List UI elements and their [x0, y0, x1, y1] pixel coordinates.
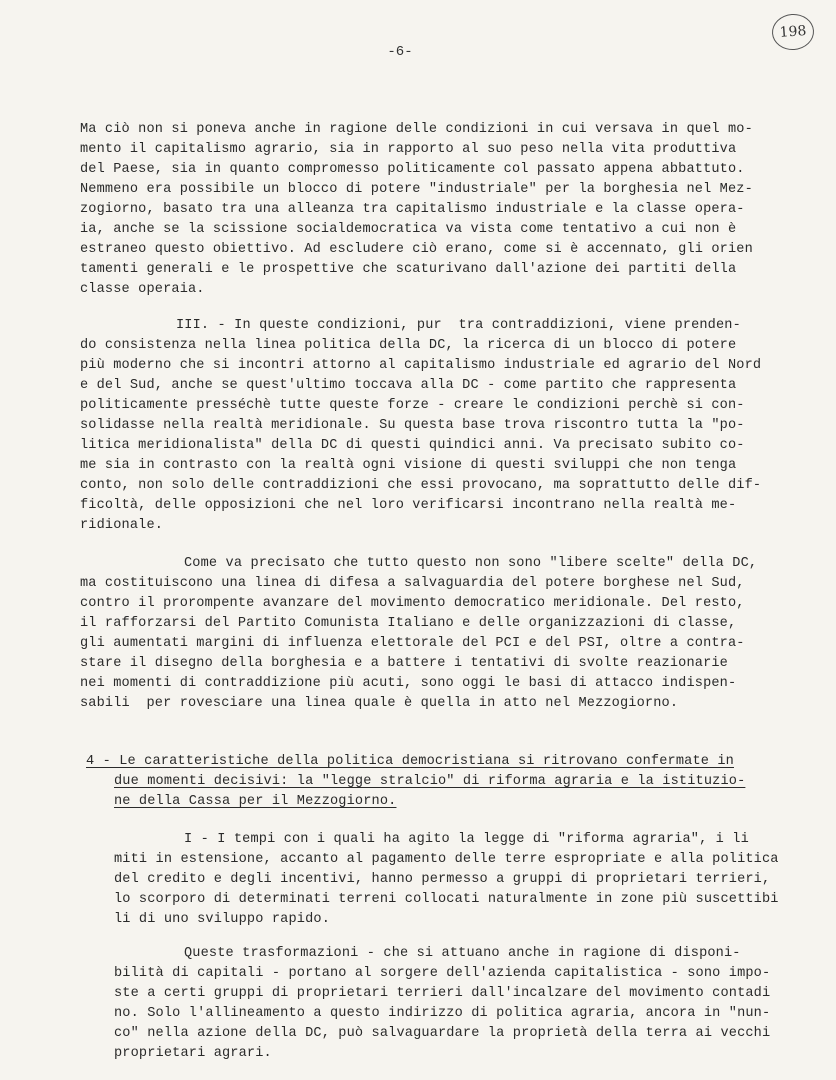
text-line: bilità di capitali - portano al sorgere dell'azienda capitalistica - sono impo-: [114, 966, 771, 981]
text-line: più moderno che si incontri attorno al capitalismo industriale ed agrario del Nord: [80, 358, 762, 373]
text-line: ma costituiscono una linea di difesa a salvaguardia del potere borghese nel Sud,: [80, 576, 745, 591]
text-line: Come va precisato che tutto questo non sono "libere scelte" della DC,: [184, 556, 758, 571]
text-line: del Paese, sia in quanto compromesso politicamente col passato appena abbattuto.: [80, 162, 745, 177]
text-line: Nemmeno era possibile un blocco di potere "industriale" per la borghesia nel Mez-: [80, 182, 753, 197]
text-line: ste a certi gruppi di proprietari terrieri dall'incalzare del movimento contadi: [114, 986, 771, 1001]
text-line: zogiorno, basato tra una alleanza tra capitalismo industriale e la classe opera-: [80, 202, 745, 217]
text-line: politicamente presséchè tutte queste forze - creare le condizioni perchè si con-: [80, 398, 745, 413]
text-line: li di uno sviluppo rapido.: [114, 912, 330, 927]
text-line: gli aumentati margini di influenza elettorale del PCI e del PSI, oltre a contra-: [80, 636, 745, 651]
text-line: Queste trasformazioni - che si attuano anche in ragione di disponi-: [184, 946, 741, 961]
text-line: del credito e degli incentivi, hanno permesso a gruppi di proprietari terrieri,: [114, 872, 771, 887]
text-line: litica meridionalista" della DC di questi quindici anni. Va precisato subito co-: [80, 438, 745, 453]
text-line: miti in estensione, accanto al pagamento delle terre espropriate e alla politica: [114, 852, 779, 867]
section-heading: due momenti decisivi: la "legge stralcio" di riforma agraria e la istituzio-: [114, 774, 746, 789]
text-line: il rafforzarsi del Partito Comunista Italiano e delle organizzazioni di classe,: [80, 616, 737, 631]
text-line: no. Solo l'allineamento a questo indirizzo di politica agraria, ancora in "nun-: [114, 1006, 771, 1021]
text-line: sabili per rovesciare una linea quale è quella in atto nel Mezzogiorno.: [80, 696, 679, 711]
text-line: ridionale.: [80, 518, 164, 533]
text-line: classe operaia.: [80, 282, 205, 297]
text-line: Ma ciò non si poneva anche in ragione delle condizioni in cui versava in quel mo-: [80, 122, 753, 137]
text-line: nei momenti di contraddizione più acuti, sono oggi le basi di attacco indispen-: [80, 676, 737, 691]
section-heading: 4 - Le caratteristiche della politica democristiana si ritrovano confermate in: [86, 754, 734, 769]
text-line: proprietari agrari.: [114, 1046, 272, 1061]
text-line: ficoltà, delle opposizioni che nel loro verificarsi incontrano nella realtà me-: [80, 498, 737, 513]
text-line: ia, anche se la scissione socialdemocratica va vista come tentativo a cui non è: [80, 222, 737, 237]
section-heading: ne della Cassa per il Mezzogiorno.: [114, 794, 397, 809]
text-line: do consistenza nella linea politica della DC, la ricerca di un blocco di potere: [80, 338, 737, 353]
text-line: stare il disegno della borghesia e a battere i tentativi di svolte reazionarie: [80, 656, 728, 671]
text-line: co" nella azione della DC, può salvaguardare la proprietà della terra ai vecchi: [114, 1026, 771, 1041]
text-line: e del Sud, anche se quest'ultimo toccava alla DC - come partito che rappresenta: [80, 378, 737, 393]
text-line: conto, non solo delle contraddizioni che essi provocano, ma soprattutto delle dif-: [80, 478, 762, 493]
text-line: me sia in contrasto con la realtà ogni visione di questi sviluppi che non tenga: [80, 458, 737, 473]
page-number: -6-: [387, 44, 413, 60]
text-line: solidasse nella realtà meridionale. Su questa base trova riscontro tutta la "po-: [80, 418, 745, 433]
text-line: III. - In queste condizioni, pur tra contraddizioni, viene prenden-: [176, 318, 741, 333]
text-line: tamenti generali e le prospettive che scaturivano dall'azione dei partiti della: [80, 262, 737, 277]
text-line: contro il prorompente avanzare del movimento democratico meridionale. Del resto,: [80, 596, 745, 611]
archive-stamp: 198: [771, 13, 815, 52]
text-line: lo scorporo di determinati terreni collocati naturalmente in zone più suscettibi: [114, 892, 779, 907]
text-line: I - I tempi con i quali ha agito la legge di "riforma agraria", i li: [184, 832, 749, 847]
text-line: estraneo questo obiettivo. Ad escludere ciò erano, come si è accennato, gli orien: [80, 242, 753, 257]
text-line: mento il capitalismo agrario, sia in rapporto al suo peso nella vita produttiva: [80, 142, 737, 157]
